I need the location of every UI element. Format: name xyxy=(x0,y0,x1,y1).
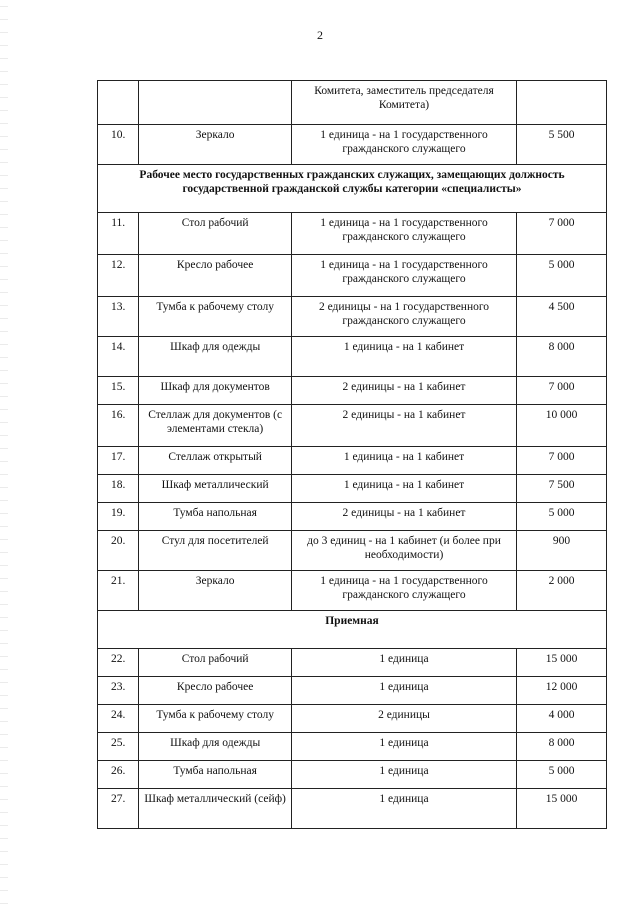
item-name: Стул для посетителей xyxy=(139,531,291,571)
section-title: Приемная xyxy=(98,611,607,649)
item-price: 5 000 xyxy=(517,255,607,297)
item-name: Зеркало xyxy=(139,571,291,611)
item-number: 20. xyxy=(98,531,139,571)
section-header-row xyxy=(98,165,607,213)
item-price xyxy=(517,81,607,125)
item-quantity-norm: 1 единица xyxy=(291,649,516,677)
item-price: 12 000 xyxy=(517,677,607,705)
item-name: Шкаф для одежды xyxy=(139,337,291,377)
item-name: Тумба напольная xyxy=(139,761,291,789)
table-row xyxy=(98,405,607,447)
table-row xyxy=(98,475,607,503)
item-price: 8 000 xyxy=(517,337,607,377)
item-quantity-norm: 1 единица - на 1 кабинет xyxy=(291,475,516,503)
item-price: 4 500 xyxy=(517,297,607,337)
item-price: 900 xyxy=(517,531,607,571)
table-row xyxy=(98,503,607,531)
item-price: 7 500 xyxy=(517,475,607,503)
table-row xyxy=(98,705,607,733)
item-number: 25. xyxy=(98,733,139,761)
item-number: 13. xyxy=(98,297,139,337)
table-row xyxy=(98,447,607,475)
item-name: Тумба к рабочему столу xyxy=(139,705,291,733)
item-name: Зеркало xyxy=(139,125,291,165)
item-price: 2 000 xyxy=(517,571,607,611)
item-price: 7 000 xyxy=(517,377,607,405)
item-number: 26. xyxy=(98,761,139,789)
item-number: 17. xyxy=(98,447,139,475)
item-quantity-norm: 2 единицы xyxy=(291,705,516,733)
item-name xyxy=(139,81,291,125)
table-body xyxy=(98,81,607,829)
item-price: 5 000 xyxy=(517,503,607,531)
item-name: Стеллаж открытый xyxy=(139,447,291,475)
item-name: Шкаф для документов xyxy=(139,377,291,405)
item-name: Стол рабочий xyxy=(139,213,291,255)
table-row xyxy=(98,377,607,405)
table-row xyxy=(98,677,607,705)
item-name: Стеллаж для документов (с элементами стекла) xyxy=(139,405,291,447)
section-title: Рабочее место государственных гражданских служащих, замещающих должность государственной гражданской службы категории «специалисты» xyxy=(98,165,607,213)
item-number: 15. xyxy=(98,377,139,405)
section-header-row xyxy=(98,611,607,649)
item-quantity-norm: 1 единица - на 1 государственного гражданского служащего xyxy=(291,255,516,297)
item-quantity-norm: 1 единица - на 1 государственного гражданского служащего xyxy=(291,125,516,165)
scan-edge-artifact xyxy=(0,0,8,905)
item-quantity-norm: 2 единицы - на 1 государственного гражданского служащего xyxy=(291,297,516,337)
table-row xyxy=(98,297,607,337)
table-row xyxy=(98,531,607,571)
item-quantity-norm: 2 единицы - на 1 кабинет xyxy=(291,377,516,405)
item-price: 7 000 xyxy=(517,447,607,475)
item-number: 16. xyxy=(98,405,139,447)
table-row xyxy=(98,81,607,125)
item-number: 24. xyxy=(98,705,139,733)
item-number: 14. xyxy=(98,337,139,377)
item-number: 22. xyxy=(98,649,139,677)
item-price: 8 000 xyxy=(517,733,607,761)
item-quantity-norm: 1 единица xyxy=(291,677,516,705)
item-quantity-norm: 1 единица xyxy=(291,789,516,829)
table-row xyxy=(98,789,607,829)
page-number: 2 xyxy=(317,28,323,42)
item-number xyxy=(98,81,139,125)
item-quantity-norm: 2 единицы - на 1 кабинет xyxy=(291,405,516,447)
item-number: 27. xyxy=(98,789,139,829)
item-quantity-norm: до 3 единиц - на 1 кабинет (и более при необходимости) xyxy=(291,531,516,571)
item-quantity-norm: 1 единица - на 1 кабинет xyxy=(291,337,516,377)
item-number: 18. xyxy=(98,475,139,503)
item-price: 10 000 xyxy=(517,405,607,447)
table-row xyxy=(98,733,607,761)
item-number: 19. xyxy=(98,503,139,531)
item-name: Шкаф для одежды xyxy=(139,733,291,761)
item-quantity-norm: 1 единица - на 1 кабинет xyxy=(291,447,516,475)
item-price: 15 000 xyxy=(517,649,607,677)
item-quantity-norm: 1 единица xyxy=(291,733,516,761)
item-price: 15 000 xyxy=(517,789,607,829)
item-number: 12. xyxy=(98,255,139,297)
table-row xyxy=(98,255,607,297)
item-number: 10. xyxy=(98,125,139,165)
item-number: 21. xyxy=(98,571,139,611)
item-quantity-norm: Комитета, заместитель председателя Комитета) xyxy=(291,81,516,125)
item-price: 7 000 xyxy=(517,213,607,255)
item-quantity-norm: 1 единица - на 1 государственного гражданского служащего xyxy=(291,571,516,611)
furniture-norms-table xyxy=(97,80,607,829)
item-name: Кресло рабочее xyxy=(139,677,291,705)
item-name: Шкаф металлический (сейф) xyxy=(139,789,291,829)
table-row xyxy=(98,761,607,789)
table-row xyxy=(98,125,607,165)
table-row xyxy=(98,571,607,611)
item-name: Тумба к рабочему столу xyxy=(139,297,291,337)
item-name: Тумба напольная xyxy=(139,503,291,531)
item-price: 4 000 xyxy=(517,705,607,733)
item-number: 23. xyxy=(98,677,139,705)
table-row xyxy=(98,213,607,255)
item-name: Стол рабочий xyxy=(139,649,291,677)
table-row xyxy=(98,337,607,377)
item-name: Шкаф металлический xyxy=(139,475,291,503)
item-name: Кресло рабочее xyxy=(139,255,291,297)
item-number: 11. xyxy=(98,213,139,255)
item-price: 5 000 xyxy=(517,761,607,789)
item-quantity-norm: 1 единица xyxy=(291,761,516,789)
item-quantity-norm: 1 единица - на 1 государственного гражданского служащего xyxy=(291,213,516,255)
item-price: 5 500 xyxy=(517,125,607,165)
table-row xyxy=(98,649,607,677)
item-quantity-norm: 2 единицы - на 1 кабинет xyxy=(291,503,516,531)
